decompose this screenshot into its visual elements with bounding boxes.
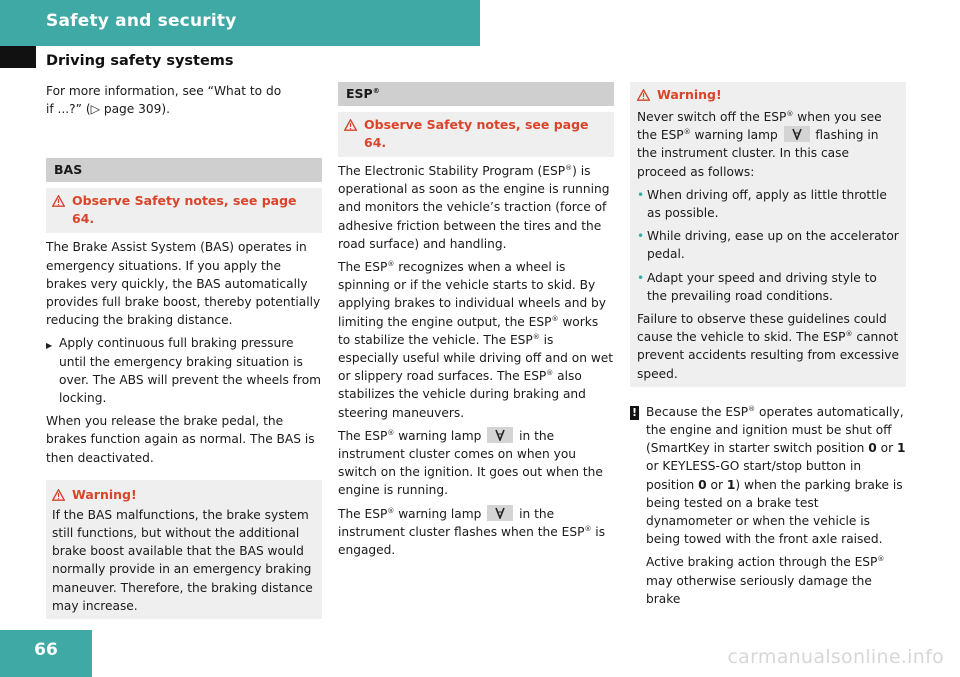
intro-text: For more information, see “What to do if ...?” (▷ page 309).: [46, 84, 282, 117]
middle-column: [338, 82, 614, 564]
esp-paragraph-1: The Electronic Stability Program (ESP®) is operational as soon as the engine is running and monitors the vehicle’s traction (force of adhesive friction between the tires and the road surface) and handling.: [338, 163, 610, 251]
esp-safety-note: [338, 112, 614, 157]
warning-triangle-icon: [344, 116, 358, 152]
esp-note-text: Observe Safety notes, see page 64.: [364, 117, 589, 150]
arrow-bullet-icon: ▶: [46, 341, 53, 351]
page-number: 66: [34, 640, 58, 660]
chapter-title: Safety and security: [46, 11, 237, 31]
bas-heading: BAS: [46, 158, 322, 182]
warning-triangle-icon: [52, 486, 66, 504]
warning-triangle-icon: [637, 86, 651, 104]
bas-note-text: Observe Safety notes, see page 64.: [72, 193, 297, 227]
caution-mark-icon: !: [631, 405, 638, 419]
esp-paragraph-4: The ESP® warning lamp in the instrument cluster flashes when the ESP® is engaged.: [338, 506, 606, 558]
caution-note: [630, 403, 906, 613]
caution-text-1: Because the ESP® operates automatically, the engine and ignition must be shut off (SmartKey in starter switch position 0 or 1 or KEYLESS-GO start/stop button in position 0 or 1) when the parking brake is being tested on a brake test dynamometer or when the vehicle is being towed with the front axle raised.: [646, 404, 906, 547]
esp-warning-intro: Never switch off the ESP® when you see the ESP® warning lamp flashing in the instrument cluster. In this case proceed as follows:: [637, 109, 882, 179]
list-item: • When driving off, apply as little throttle as possible.: [637, 187, 887, 221]
right-column: [630, 82, 906, 613]
section-title: Driving safety systems: [46, 53, 234, 69]
bas-release: When you release the brake pedal, the brakes function again as normal. The BAS is then deactivated.: [46, 414, 315, 465]
bas-safety-note: [46, 188, 322, 233]
bas-step: ▶ Apply continuous full braking pressure until the emergency braking situation is over. The ABS will prevent the wheels from locking.: [46, 334, 322, 412]
esp-warning-closing: Failure to observe these guidelines could cause the vehicle to skid. The ESP® cannot prevent accidents resulting from excessive speed.: [637, 312, 899, 381]
warning-triangle-icon: [52, 192, 66, 228]
list-item: • Adapt your speed and driving style to the prevailing road conditions.: [637, 270, 877, 303]
esp-warning-box: [630, 82, 906, 387]
esp-warning-lamp-icon: [487, 427, 513, 443]
list-item: • While driving, ease up on the accelerator pedal.: [637, 229, 899, 262]
esp-warning-lamp-icon: [784, 126, 810, 142]
esp-paragraph-2: The ESP® recognizes when a wheel is spinning or if the vehicle starts to skid. By applying brakes to individual wheels and by limiting the engine output, the ESP® works to stabilize the vehicle. The ESP® is especially useful while driving off and on wet or slippery road surfaces. The ESP® also stabilizes the vehicle during braking and steering maneuvers.: [338, 259, 614, 420]
left-column: [46, 82, 322, 619]
caution-text-2: Active braking action through the ESP® may otherwise seriously damage the brake: [646, 555, 885, 606]
bas-warning-box: [46, 480, 322, 619]
warning-title: Warning!: [657, 87, 722, 102]
bas-body: The Brake Assist System (BAS) operates in emergency situations. If you apply the brakes very quickly, the BAS automatically provides full brake boost, thereby potentially reducing the braking distance.: [46, 240, 321, 328]
watermark: carmanualsonline.info: [727, 646, 944, 668]
esp-warning-lamp-icon: [487, 505, 513, 521]
esp-paragraph-3: The ESP® warning lamp in the instrument cluster comes on when you switch on the ignition. It goes out when the engine is running.: [338, 428, 603, 498]
esp-heading: ESP®: [338, 82, 614, 106]
section-marker: [0, 46, 36, 68]
warning-title: Warning!: [72, 486, 137, 502]
bas-warning-text: If the BAS malfunctions, the brake system still functions, but without the additional brake boost available that the BAS would normally provide in an emergency braking maneuver. Therefore, the braking distance may increase.: [52, 507, 313, 613]
